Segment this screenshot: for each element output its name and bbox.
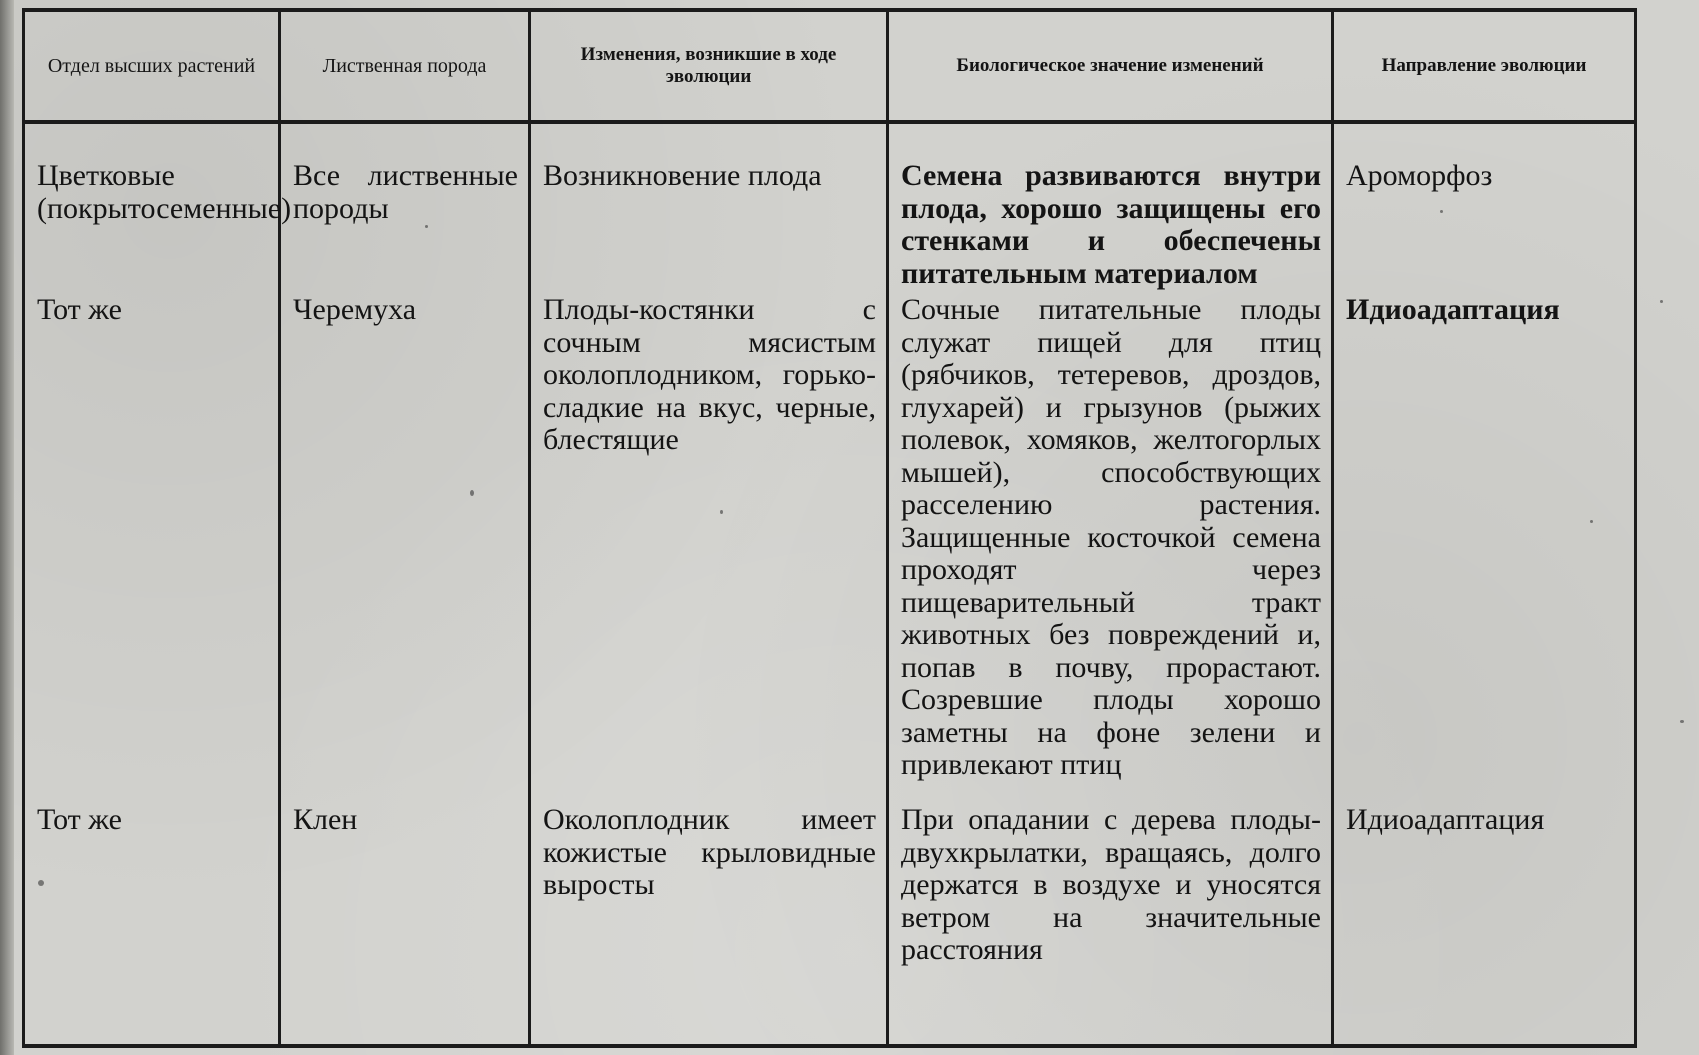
cell-changes: Возникновение плода [530,122,888,290]
cell-significance: При опадании с дерева плоды-двухкрылатки, вращаясь, долго держатся в воздухе и уносятся ветром на значительные расстояния [888,800,1333,1046]
header-division: Отдел высших растений [24,10,280,122]
cell-division: Тот же [24,800,280,1046]
header-changes: Изменения, возникшие в ходе эволюции [530,10,888,122]
cell-significance: Сочные питательные плоды служат пищей для птиц (рябчиков, тетеревов, дроздов, глухарей) и грызунов (рыжих полевок, хомяков, желтогорлых мышей), способствующих расселению растения. Защищенные косточкой семена проходят через пищеварительный тракт животных без повреждений и, попав в почву, прорастают. Созревшие плоды хорошо заметны на фоне зелени и привлекают птиц [888,290,1333,800]
header-species: Лиственная порода [280,10,530,122]
page-edge-shadow [0,0,14,1055]
scan-speck [38,880,44,886]
cell-changes: Плоды-костянки с сочным мясистым околоплодником, горько-сладкие на вкус, черные, блестящие [530,290,888,800]
table-row [24,290,1636,800]
evolution-table [22,8,1637,1048]
cell-species: Все лиственные породы [280,122,530,290]
cell-division: Тот же [24,290,280,800]
table-header [24,10,1636,122]
scan-speck [1660,300,1663,303]
cell-direction: Ароморфоз [1333,122,1636,290]
scan-speck [1680,720,1684,723]
scan-speck [425,225,428,228]
cell-significance: Семена развиваются внутри плода, хорошо защищены его стенками и обеспечены питательным материалом [888,122,1333,290]
header-significance: Биологическое значение изменений [888,10,1333,122]
table-row [24,122,1636,290]
table-row [24,800,1636,1046]
scan-speck [1590,520,1593,523]
cell-direction: Идиоадаптация [1333,800,1636,1046]
header-direction: Направление эволюции [1333,10,1636,122]
cell-species: Черемуха [280,290,530,800]
cell-division: Цветковые (покрытосеменные) [24,122,280,290]
scan-speck [1440,210,1443,213]
cell-changes: Околоплодник имеет кожистые крыловидные выросты [530,800,888,1046]
cell-species: Клен [280,800,530,1046]
cell-direction: Идиоадаптация [1333,290,1636,800]
scan-speck [720,510,723,514]
scan-speck [470,490,474,496]
